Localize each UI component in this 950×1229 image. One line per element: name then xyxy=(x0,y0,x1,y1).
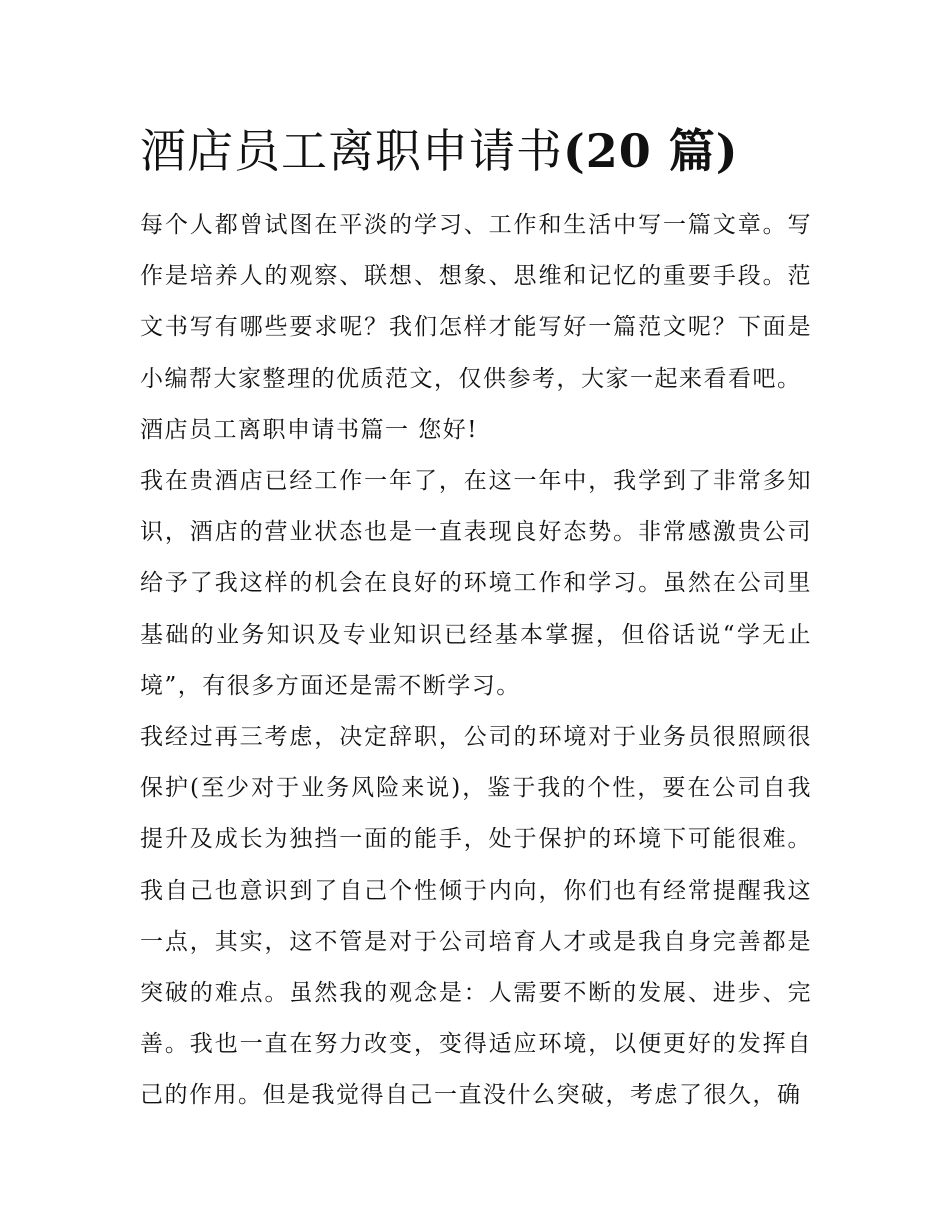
document-body xyxy=(140,118,812,1122)
document-title xyxy=(140,118,812,184)
body-paragraph: 我经过再三考虑，决定辞职，公司的环境对于业务员很照顾很保护(至少对于业务风险来说)，鉴于我的个性，要在公司自我提升及成长为独挡一面的能手，处于保护的环境下可能很难。我自己也意识到了自己个性倾于内向，你们也有经常提醒我这一点，其实，这不管是对于公司培育人才或是我自身完善都是突破的难点。虽然我的观念是：人需要不断的发展、进步、完善。我也一直在努力改变，变得适应环境，以便更好的发挥自己的作用。但是我觉得自己一直没什么突破，考虑了很久，确 xyxy=(140,724,812,1109)
body-paragraph: 我在贵酒店已经工作一年了，在这一年中，我学到了非常多知识，酒店的营业状态也是一直表现良好态势。非常感激贵公司给予了我这样的机会在良好的环境工作和学习。虽然在公司里基础的业务知识及专业知识已经基本掌握，但俗话说“学无止境”，有很多方面还是需不断学习。 xyxy=(140,468,812,699)
intro-paragraph: 每个人都曾试图在平淡的学习、工作和生活中写一篇文章。写作是培养人的观察、联想、想象、思维和记忆的重要手段。范文书写有哪些要求呢？我们怎样才能写好一篇范文呢？下面是小编帮大家整理的优质范文，仅供参考，大家一起来看看吧。 xyxy=(140,212,812,392)
title-count: (20 篇) xyxy=(563,124,739,178)
section-heading-line: 酒店员工离职申请书篇一 您好! xyxy=(140,416,479,443)
title-text: 酒店员工离职申请书 xyxy=(140,124,563,178)
